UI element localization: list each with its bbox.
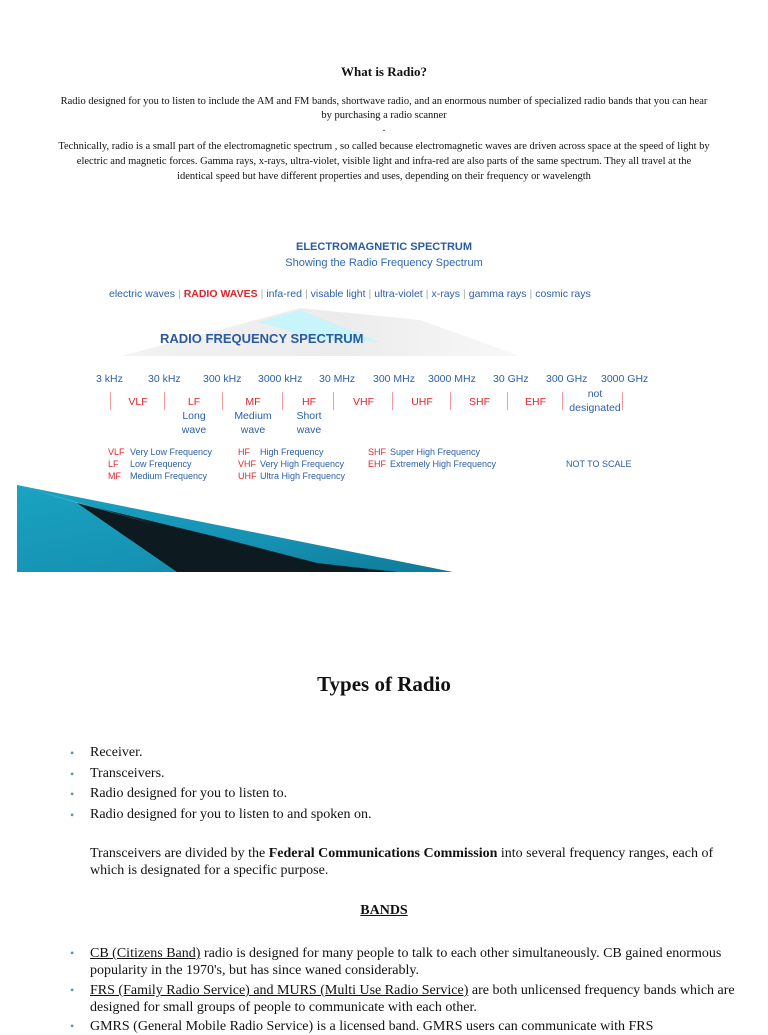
band-cosmic-rays: cosmic rays <box>535 288 591 300</box>
band-tick <box>450 392 451 410</box>
legend-column-1 <box>108 446 212 482</box>
fcc-paragraph: Transceivers are divided by the Federal Communications Commission into several frequency ranges, each of which is designated for a specific purpose. <box>90 846 714 878</box>
list-item: • Radio designed for you to listen to and spoken on. <box>70 805 372 826</box>
frs-murs-paragraph: • FRS (Family Radio Service) and MURS (Multi Use Radio Service) are both unlicensed frequency bands which are designed for small groups of people to communicate with each other. <box>70 983 735 1015</box>
band-code-hf: HF <box>302 396 316 408</box>
legend-item: MF Medium Frequency <box>108 471 208 481</box>
band-code-ehf: EHF <box>525 396 546 408</box>
band-electric-waves: electric waves <box>109 288 175 300</box>
freq-3000khz: 3000 kHz <box>258 373 303 385</box>
band-code-lf: LF <box>187 396 201 408</box>
band-desc-mf: Medium wave <box>234 410 272 436</box>
intro-dot: . <box>382 123 386 134</box>
em-band-row: electric waves | RADIO WAVES | infa-red | visable light | ultra-violet | x-rays | gamma rays | cosmic rays <box>109 288 591 300</box>
band-code-vhf: VHF <box>353 396 374 408</box>
list-item: • Radio designed for you to listen to. <box>70 784 372 805</box>
list-item: • Receiver. <box>70 743 372 764</box>
types-list <box>70 743 372 825</box>
band-x-rays: x-rays <box>431 288 461 300</box>
freq-3000ghz: 3000 GHz <box>601 373 649 385</box>
legend-item: HF High Frequency <box>238 447 324 457</box>
band-tick <box>110 392 111 410</box>
bullet-icon: • <box>70 946 75 960</box>
gmrs-paragraph: • GMRS (General Mobile Radio Service) is a licensed band. GMRS users can communicate with FRS <box>70 1019 654 1034</box>
band-tick <box>392 392 393 410</box>
band-ultra-violet: ultra-violet <box>374 288 423 300</box>
legend-item: VHF Very High Frequency <box>238 459 345 469</box>
freq-3000mhz: 3000 MHz <box>428 373 476 385</box>
legend-item: LF Low Frequency <box>108 459 192 469</box>
not-to-scale-note: NOT TO SCALE <box>566 459 632 469</box>
fcc-name: Federal Communications Commission <box>268 846 498 861</box>
legend-column-3 <box>368 446 496 470</box>
freq-30mhz: 30 MHz <box>319 373 356 385</box>
rfs-title: RADIO FREQUENCY SPECTRUM <box>160 331 364 346</box>
band-gamma-rays: gamma rays <box>468 288 527 300</box>
band-radio-waves: RADIO WAVES <box>183 288 258 300</box>
figure-title: ELECTROMAGNETIC SPECTRUM <box>296 241 472 253</box>
section-title: Types of Radio <box>317 672 451 696</box>
cb-link[interactable]: CB (Citizens Band) <box>90 946 201 961</box>
band-tick <box>222 392 223 410</box>
band-desc-lf: Long wave <box>181 410 207 436</box>
bullet-icon: • <box>70 983 75 997</box>
decorative-footer-graphic <box>17 485 453 575</box>
spectrum-wedge <box>0 300 768 370</box>
freq-300ghz: 300 GHz <box>546 373 588 385</box>
freq-300mhz: 300 MHz <box>373 373 416 385</box>
freq-30khz: 30 kHz <box>148 373 181 385</box>
band-visible-light: visable light <box>310 288 366 300</box>
frs-murs-link[interactable]: FRS (Family Radio Service) and MURS (Multi Use Radio Service) <box>90 983 469 998</box>
band-code-mf: MF <box>245 396 261 408</box>
bullet-icon: • <box>70 807 75 822</box>
bullet-icon: • <box>70 746 75 760</box>
freq-30ghz: 30 GHz <box>493 373 529 385</box>
freq-300khz: 300 kHz <box>203 373 242 385</box>
list-item: • Transceivers. <box>70 764 372 785</box>
bullet-icon: • <box>70 766 75 781</box>
band-tick <box>282 392 283 410</box>
band-code-shf: SHF <box>469 396 490 408</box>
band-infra-red: infa-red <box>266 288 302 300</box>
band-desc-hf: Short wave <box>296 410 322 436</box>
freq-3khz: 3 kHz <box>96 373 123 385</box>
document-title: What is Radio? <box>341 64 427 79</box>
bullet-icon: • <box>70 1019 75 1033</box>
band-tick <box>507 392 508 410</box>
band-not-designated: not designated <box>569 388 621 414</box>
intro-paragraph: Radio designed for you to listen to include the AM and FM bands, shortwave radio, and an enormous number of specialized radio bands that you can hear by purchasing a radio scanner <box>60 96 708 121</box>
technical-paragraph: Technically, radio is a small part of the electromagnetic spectrum , so called because electromagnetic waves are driven across space at the speed of light by electric and magnetic forces. Gamma rays, x-rays, ultra-violet, visible light and infra-red are also parts of the same spectrum. They all travel at the identical speed but have different properties and uses, depending on their frequency or wavelength <box>58 141 710 182</box>
legend-item: UHF Ultra High Frequency <box>238 471 346 481</box>
band-code-uhf: UHF <box>411 396 433 408</box>
figure-subtitle: Showing the Radio Frequency Spectrum <box>285 257 483 269</box>
legend-item: EHF Extremely High Frequency <box>368 459 497 469</box>
bands-heading: BANDS <box>360 903 408 918</box>
legend-column-2 <box>238 446 345 482</box>
band-code-vlf: VLF <box>128 396 148 408</box>
legend-item: SHF Super High Frequency <box>368 447 481 457</box>
cb-paragraph: • CB (Citizens Band) radio is designed for many people to talk to each other simultaneously. CB gained enormous popularity in the 1970's, but has since waned considerably. <box>70 946 722 978</box>
band-tick <box>164 392 165 410</box>
bullet-icon: • <box>70 787 75 801</box>
legend-item: VLF Very Low Frequency <box>108 447 213 457</box>
